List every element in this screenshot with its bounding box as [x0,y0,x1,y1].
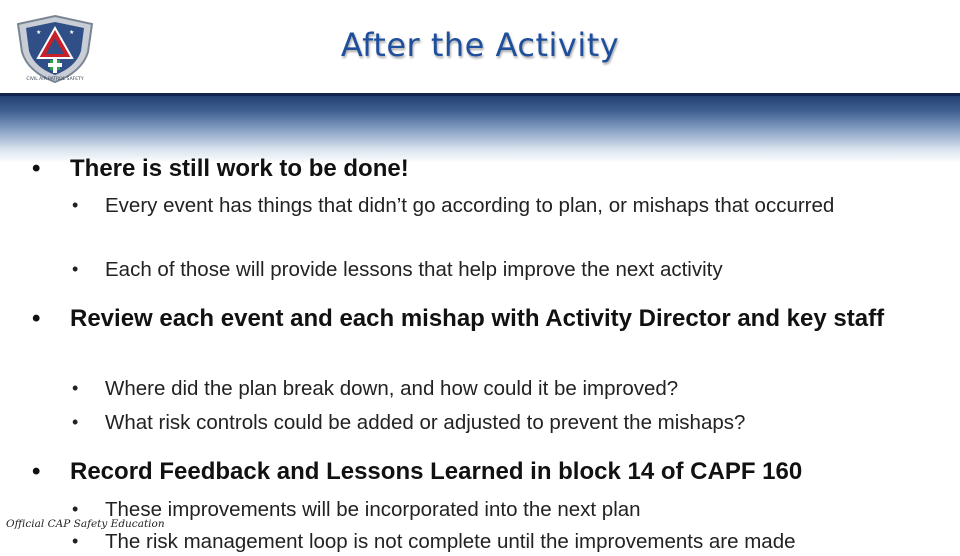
bullet-1 [32,152,930,185]
sub-bullet-dot: • [72,531,79,551]
bullet-3-sub-2 [72,527,905,556]
logo-text: CIVIL AIR PATROL SAFETY [26,77,84,82]
bullet-2-text: Review each event and each mishap with Activity Director and key staff [70,305,885,332]
bullet-3-sub-1-text: These improvements will be incorporated into the next plan [105,498,641,521]
bullet-3-sub-2-text: The risk management loop is not complete until the improvements are made [105,530,796,553]
bullet-1-sub-1 [72,191,875,220]
bullet-2-sub-2 [72,408,905,437]
bullet-2 [32,302,920,335]
bullet-3 [32,455,930,488]
footer-caption: Official CAP Safety Education [6,518,165,530]
svg-text:★: ★ [69,29,75,36]
bullet-1-sub-2 [72,255,905,284]
sub-bullet-dot: • [72,412,79,432]
sub-bullet-dot: • [72,259,79,279]
bullet-1-text: There is still work to be done! [70,155,409,182]
bullet-1-sub-2-text: Each of those will provide lessons that help improve the next activity [105,258,723,281]
bullet-dot: • [32,305,41,332]
bullet-3-text: Record Feedback and Lessons Learned in block 14 of CAPF 160 [70,458,803,485]
bullet-2-sub-1 [72,374,905,403]
page-title: After the Activity [340,26,620,64]
bullet-1-sub-1-text: Every event has things that didn’t go according to plan, or mishaps that occurred [105,194,835,217]
bullet-2-sub-2-text: What risk controls could be added or adjusted to prevent the mishaps? [105,411,746,434]
sub-bullet-dot: • [72,378,79,398]
bullet-dot: • [32,155,41,182]
bullet-3-sub-1 [72,495,905,524]
sub-bullet-dot: • [72,195,79,215]
sub-bullet-dot: • [72,499,79,519]
svg-text:★: ★ [36,29,42,36]
bullet-dot: • [32,458,41,485]
bullet-2-sub-1-text: Where did the plan break down, and how could it be improved? [105,377,679,400]
